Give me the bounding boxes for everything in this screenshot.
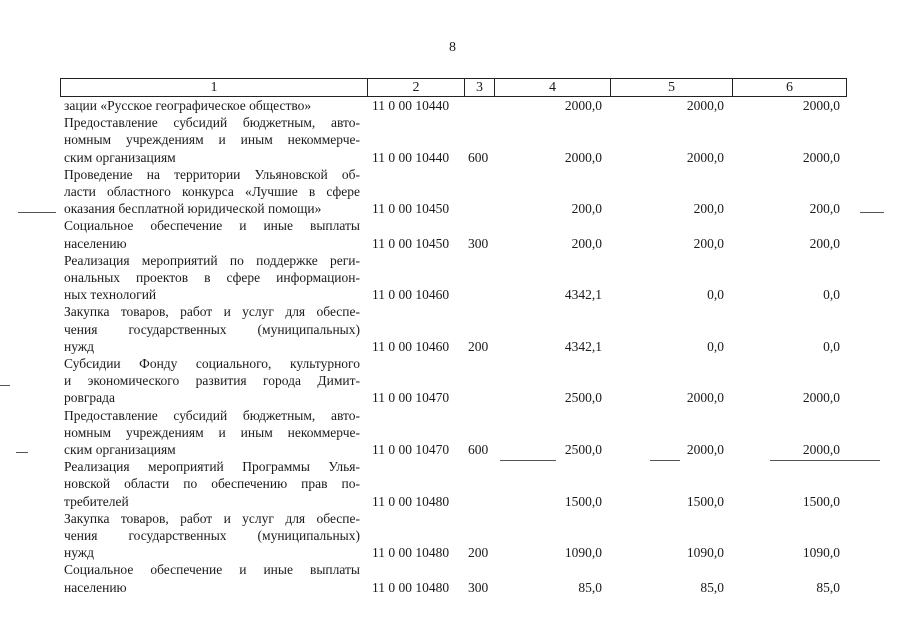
row-value-6: 200,0 — [809, 201, 840, 217]
row-name-line: ским организациям — [64, 442, 176, 458]
row-value-6: 2000,0 — [802, 149, 840, 165]
row-value-6: 200,0 — [809, 235, 840, 251]
row-name-line: Предоставление субсидий бюджетным, авто- — [64, 115, 360, 131]
row-value-4: 2500,0 — [564, 442, 602, 458]
row-code: 11 0 00 10480 — [372, 545, 450, 561]
row-value-4: 200,0 — [571, 201, 602, 217]
row-name-line: новской области по обеспечению прав по- — [64, 476, 360, 492]
table-row — [64, 510, 854, 562]
header-col-4: 4 — [494, 78, 611, 97]
row-value-4: 2500,0 — [564, 390, 602, 406]
row-name — [64, 166, 360, 218]
row-name — [64, 355, 360, 407]
row-value-4: 1090,0 — [564, 545, 602, 561]
row-name-line: населению — [64, 579, 127, 595]
row-value-6: 0,0 — [823, 287, 840, 303]
row-value-5: 200,0 — [693, 235, 724, 251]
row-name — [64, 458, 360, 510]
row-name-line: Проведение на территории Ульяновской об- — [64, 166, 360, 182]
page-number: 8 — [449, 40, 456, 55]
row-type: 600 — [468, 149, 489, 165]
row-value-5: 0,0 — [707, 338, 724, 354]
row-name-line: оказания бесплатной юридической помощи» — [64, 201, 322, 217]
table-row — [64, 561, 854, 595]
table-row — [64, 355, 854, 407]
scan-noise — [500, 460, 556, 461]
row-name-line: Субсидии Фонду социального, культурного — [64, 356, 360, 372]
row-value-6: 2000,0 — [802, 390, 840, 406]
row-value-5: 1500,0 — [686, 493, 724, 509]
table-row — [64, 252, 854, 304]
row-code: 11 0 00 10460 — [372, 287, 450, 303]
row-code: 11 0 00 10440 — [372, 149, 450, 165]
row-name-line: ровграда — [64, 390, 116, 406]
row-value-6: 85,0 — [816, 579, 840, 595]
row-code: 11 0 00 10470 — [372, 390, 450, 406]
row-name — [64, 114, 360, 166]
row-code: 11 0 00 10450 — [372, 235, 450, 251]
row-value-6: 1500,0 — [802, 493, 840, 509]
header-col-5: 5 — [610, 78, 733, 97]
row-name-line: нужд — [64, 545, 94, 561]
row-name-line: Закупка товаров, работ и услуг для обеспе- — [64, 510, 360, 526]
row-name-line: ским организациям — [64, 149, 176, 165]
row-name-line: Реализация мероприятий Программы Улья- — [64, 459, 360, 475]
row-name — [64, 252, 360, 304]
row-name-line: требителей — [64, 493, 129, 509]
row-type: 200 — [468, 545, 489, 561]
row-value-4: 2000,0 — [564, 98, 602, 113]
row-name-line: Закупка товаров, работ и услуг для обеспе- — [64, 304, 360, 320]
table-row — [64, 303, 854, 355]
scan-noise — [770, 460, 880, 461]
scan-noise — [0, 385, 10, 386]
row-value-6: 1090,0 — [802, 545, 840, 561]
row-value-4: 2000,0 — [564, 149, 602, 165]
row-value-4: 200,0 — [571, 235, 602, 251]
header-col-6: 6 — [732, 78, 847, 97]
row-type: 200 — [468, 338, 489, 354]
header-col-2: 2 — [367, 78, 465, 97]
row-name-line: ласти областного конкурса «Лучшие в сфере — [64, 184, 360, 200]
header-col-1: 1 — [60, 78, 368, 97]
row-name-line: зации «Русское географическое общество» — [64, 98, 312, 113]
row-type: 300 — [468, 235, 489, 251]
row-name-line: номным учреждениям и иным некоммерче- — [64, 132, 360, 148]
scan-noise — [18, 212, 56, 213]
row-code: 11 0 00 10450 — [372, 201, 450, 217]
row-value-4: 1500,0 — [564, 493, 602, 509]
row-name — [64, 407, 360, 459]
scan-noise — [860, 212, 884, 213]
row-name-line: номным учреждениям и иным некоммерче- — [64, 424, 360, 440]
table-body — [64, 97, 854, 596]
row-value-5: 2000,0 — [686, 390, 724, 406]
row-name — [64, 217, 360, 251]
scan-noise — [650, 460, 680, 461]
row-code: 11 0 00 10480 — [372, 493, 450, 509]
row-name — [64, 561, 360, 595]
row-value-5: 85,0 — [700, 579, 724, 595]
row-value-5: 2000,0 — [686, 98, 724, 113]
row-name-line: ных технологий — [64, 287, 157, 303]
row-code: 11 0 00 10440 — [372, 98, 450, 113]
row-value-5: 200,0 — [693, 201, 724, 217]
row-code: 11 0 00 10480 — [372, 579, 450, 595]
row-name-line: Социальное обеспечение и иные выплаты — [64, 218, 360, 234]
table-row — [64, 114, 854, 166]
row-name-line: чения государственных (муниципальных) — [64, 528, 360, 544]
row-name-line: ональных проектов в сфере информацион- — [64, 270, 360, 286]
row-name-line: Реализация мероприятий по поддержке реги- — [64, 252, 360, 268]
row-name-line: Предоставление субсидий бюджетным, авто- — [64, 407, 360, 423]
header-col-3: 3 — [464, 78, 495, 97]
table-row — [64, 458, 854, 510]
row-value-6: 0,0 — [823, 338, 840, 354]
row-name-line: чения государственных (муниципальных) — [64, 321, 360, 337]
row-value-5: 1090,0 — [686, 545, 724, 561]
table-row — [64, 166, 854, 218]
table-row — [64, 217, 854, 251]
row-name — [64, 510, 360, 562]
row-value-5: 2000,0 — [686, 149, 724, 165]
table-row — [64, 97, 854, 114]
table-row — [64, 407, 854, 459]
scan-noise — [16, 452, 28, 453]
row-type: 300 — [468, 579, 489, 595]
row-name-line: населению — [64, 235, 127, 251]
row-name-line: Социальное обеспечение и иные выплаты — [64, 562, 360, 578]
row-name-line: нужд — [64, 338, 94, 354]
row-value-4: 4342,1 — [564, 287, 602, 303]
row-value-4: 85,0 — [578, 579, 602, 595]
row-code: 11 0 00 10460 — [372, 338, 450, 354]
row-name — [64, 303, 360, 355]
row-code: 11 0 00 10470 — [372, 442, 450, 458]
row-value-4: 4342,1 — [564, 338, 602, 354]
row-type: 600 — [468, 442, 489, 458]
row-value-6: 2000,0 — [802, 98, 840, 113]
row-value-6: 2000,0 — [802, 442, 840, 458]
row-value-5: 0,0 — [707, 287, 724, 303]
row-name-line: и экономического развития города Димит- — [64, 373, 360, 389]
row-name — [64, 97, 360, 114]
row-value-5: 2000,0 — [686, 442, 724, 458]
